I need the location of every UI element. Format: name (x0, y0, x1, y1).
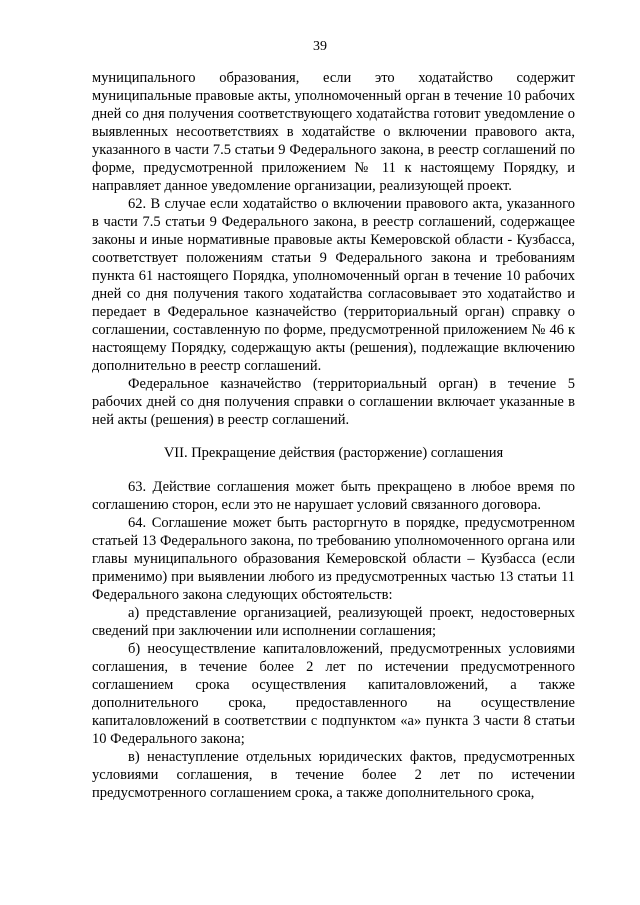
list-item-b: б) неосуществление капиталовложений, предусмотренных условиями соглашения, в течение более 2 лет по истечении предусмотренного соглашением срока осуществления капиталовложений, а также дополнительного срока, предоставленного на осуществление капиталовложений в соответствии с подпунктом «а» пункта 3 части 8 статьи 10 Федерального закона; (92, 641, 575, 747)
paragraph-continuation: муниципального образования, если это ходатайство содержит муниципальные правовые акты, уполномоченный орган в течение 10 рабочих дней со дня получения соответствующего ходатайства готовит уведомление о выявленных несоответствиях в ходатайстве о включении правового акта, указанного в части 7.5 статьи 9 Федерального закона, в реестр соглашений по форме, предусмотренной приложением № 11 к настоящему Порядку, и направляет данное уведомление организации, реализующей проект. (92, 70, 575, 194)
list-item-a: а) представление организацией, реализующей проект, недостоверных сведений при заключении или исполнении соглашения; (92, 605, 575, 639)
document-body (92, 69, 575, 802)
paragraph-treasury: Федеральное казначейство (территориальный орган) в течение 5 рабочих дней со дня получения справки о соглашении включает указанные в ней акты (решения) в реестр соглашений. (92, 376, 575, 428)
list-item-v: в) ненаступление отдельных юридических фактов, предусмотренных условиями соглашения, в течение более 2 лет по истечении предусмотренного соглашением срока, а также дополнительного срока, (92, 749, 575, 801)
section-heading: VII. Прекращение действия (расторжение) соглашения (163, 445, 504, 461)
paragraph-64: 64. Соглашение может быть расторгнуто в порядке, предусмотренном статьей 13 Федерального закона, по требованию уполномоченного органа или главы муниципального образования Кемеровской области – Кузбасса (если применимо) при выявлении любого из предусмотренных частью 13 статьи 11 Федерального закона следующих обстоятельств: (92, 515, 575, 603)
paragraph-63: 63. Действие соглашения может быть прекращено в любое время по соглашению сторон, если это не нарушает условий связанного договора. (92, 479, 575, 513)
paragraph-62: 62. В случае если ходатайство о включении правового акта, указанного в части 7.5 статьи 9 Федерального закона, в реестр соглашений, содержащее законы и иные нормативные правовые акты Кемеровской области - Кузбасса, соответствует положениям статьи 9 Федерального закона и требованиям пункта 61 настоящего Порядка, уполномоченный орган в течение 10 рабочих дней со дня получения такого ходатайства согласовывает это ходатайство и передает в Федеральное казначейство (территориальный орган) справку о соглашении, составленную по форме, предусмотренной приложением № 46 к настоящему Порядку, содержащую акты (решения), подлежащие включению дополнительно в реестр соглашений. (92, 196, 575, 374)
page-number: 39 (313, 39, 327, 54)
